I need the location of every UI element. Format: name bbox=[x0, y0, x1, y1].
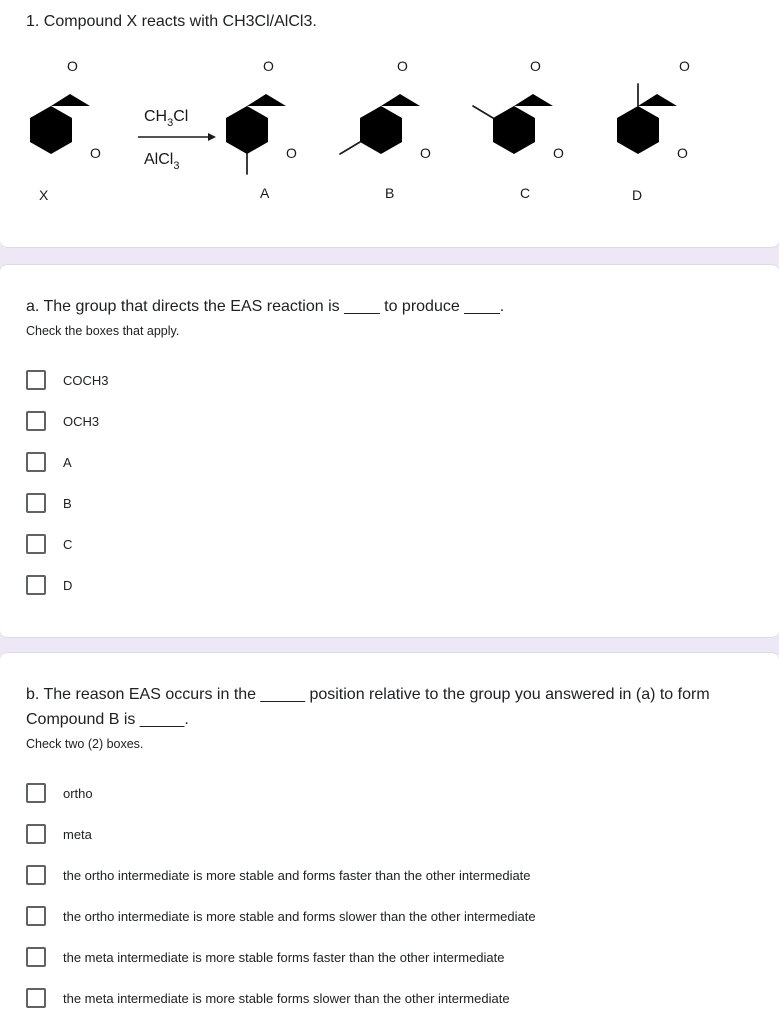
compound-label-c: C bbox=[520, 185, 531, 201]
carbonyl-oxygen-label: O bbox=[530, 58, 541, 74]
question-b-title-line-2: Compound B is _____. bbox=[26, 711, 189, 728]
methoxy-oxygen-label: O bbox=[677, 145, 688, 161]
checkbox-option-meta[interactable] bbox=[26, 822, 92, 846]
checkbox-option-coch3[interactable] bbox=[26, 368, 109, 392]
methoxy-oxygen-label: O bbox=[286, 145, 297, 161]
checkbox[interactable] bbox=[26, 534, 46, 554]
molecule-c bbox=[473, 58, 581, 161]
option-label: the meta intermediate is more stable forms slower than the other intermediate bbox=[63, 990, 510, 1006]
checkbox[interactable] bbox=[26, 411, 46, 431]
methoxy-oxygen-label: O bbox=[420, 145, 431, 161]
checkbox-option-meta-faster[interactable] bbox=[26, 945, 505, 969]
question-card-a bbox=[0, 264, 779, 638]
option-label: B bbox=[63, 495, 72, 511]
question-a-title: a. The group that directs the EAS reaction is ____ to produce ____. bbox=[26, 298, 505, 315]
checkbox-option-ortho-slower[interactable] bbox=[26, 904, 536, 928]
compound-label-b: B bbox=[385, 185, 395, 201]
checkbox[interactable] bbox=[26, 947, 46, 967]
carbonyl-oxygen-label: O bbox=[67, 58, 78, 74]
option-label: OCH3 bbox=[63, 413, 100, 429]
option-label: COCH3 bbox=[63, 372, 109, 388]
molecule-a bbox=[226, 58, 314, 174]
checkbox-option-ortho-faster[interactable] bbox=[26, 863, 531, 887]
checkbox[interactable] bbox=[26, 575, 46, 595]
question-b-title-line-1: b. The reason EAS occurs in the _____ position relative to the group you answered in (a) to form bbox=[26, 686, 710, 703]
reaction-arrow bbox=[138, 133, 216, 141]
checkbox[interactable] bbox=[26, 370, 46, 390]
question-b-title bbox=[26, 682, 746, 732]
compound-label-x: X bbox=[39, 187, 49, 203]
option-label: C bbox=[63, 536, 73, 552]
molecule-x bbox=[30, 58, 118, 161]
carbonyl-oxygen-label: O bbox=[397, 58, 408, 74]
reaction-scheme bbox=[0, 56, 779, 216]
checkbox-option-a[interactable] bbox=[26, 450, 72, 474]
question-1-title: 1. Compound X reacts with CH3Cl/AlCl3. bbox=[26, 13, 317, 30]
checkbox[interactable] bbox=[26, 824, 46, 844]
reagent-ch3cl: $CH_3Cl$ bbox=[144, 108, 189, 129]
methoxy-oxygen-label: O bbox=[553, 145, 564, 161]
question-b-helper: Check two (2) boxes. bbox=[26, 737, 144, 751]
checkbox-option-b[interactable] bbox=[26, 491, 72, 515]
checkbox-option-c[interactable] bbox=[26, 532, 72, 556]
option-label: ortho bbox=[63, 785, 93, 801]
reagent-alcl3: AlCl$_3$ bbox=[144, 151, 180, 172]
checkbox-option-d[interactable] bbox=[26, 573, 72, 597]
checkbox[interactable] bbox=[26, 865, 46, 885]
checkbox-option-och3[interactable] bbox=[26, 409, 99, 433]
checkbox[interactable] bbox=[26, 783, 46, 803]
checkbox-option-meta-slower[interactable] bbox=[26, 986, 510, 1010]
molecule-b bbox=[340, 58, 448, 161]
option-label: meta bbox=[63, 826, 92, 842]
compound-label-d: D bbox=[632, 187, 643, 203]
option-label: D bbox=[63, 577, 73, 593]
carbonyl-oxygen-label: O bbox=[263, 58, 274, 74]
molecule-d bbox=[617, 58, 705, 161]
checkbox[interactable] bbox=[26, 493, 46, 513]
checkbox[interactable] bbox=[26, 988, 46, 1008]
checkbox[interactable] bbox=[26, 906, 46, 926]
checkbox-option-ortho[interactable] bbox=[26, 781, 93, 805]
option-label: the meta intermediate is more stable forms faster than the other intermediate bbox=[63, 949, 505, 965]
checkbox[interactable] bbox=[26, 452, 46, 472]
option-label: the ortho intermediate is more stable and forms faster than the other intermediate bbox=[63, 867, 531, 883]
option-label: A bbox=[63, 454, 72, 470]
option-label: the ortho intermediate is more stable and forms slower than the other intermediate bbox=[63, 908, 536, 924]
question-a-helper: Check the boxes that apply. bbox=[26, 324, 180, 338]
compound-label-a: A bbox=[260, 185, 270, 201]
carbonyl-oxygen-label: O bbox=[679, 58, 690, 74]
methoxy-oxygen-label: O bbox=[90, 145, 101, 161]
